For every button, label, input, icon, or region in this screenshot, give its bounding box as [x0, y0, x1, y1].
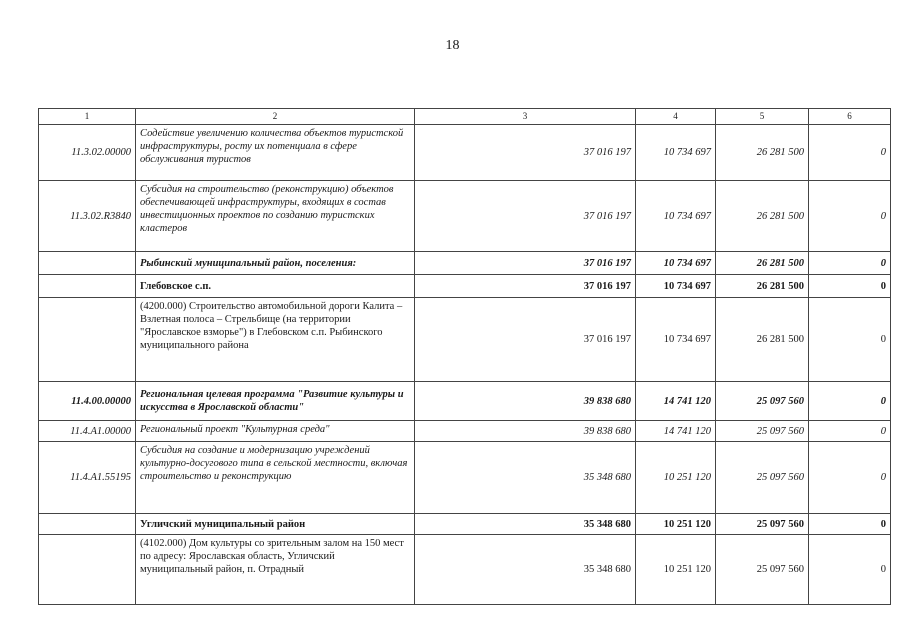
row-name: (4102.000) Дом культуры со зрительным залом на 150 мест по адресу: Ярославская область, Угличский муниципальный район, п. Отрадный [136, 535, 415, 605]
row-name: (4200.000) Строительство автомобильной дороги Калита – Взлетная полоса – Стрельбище (на территории "Ярославское взморье") в Глебовском с.п. Рыбинского муниципального района [136, 298, 415, 382]
row-value-col5: 26 281 500 [716, 181, 809, 252]
row-value-col6: 0 [809, 535, 891, 605]
row-value-col3: 37 016 197 [415, 125, 636, 181]
column-header-2: 2 [136, 109, 415, 125]
row-value-col5: 25 097 560 [716, 514, 809, 535]
row-value-col4: 10 734 697 [636, 252, 716, 275]
row-value-col5: 25 097 560 [716, 421, 809, 442]
row-value-col4: 10 734 697 [636, 298, 716, 382]
row-code: 11.3.02.00000 [39, 125, 136, 181]
column-header-1: 1 [39, 109, 136, 125]
table-row [39, 514, 891, 535]
row-code: 11.4.A1.55195 [39, 442, 136, 514]
row-value-col5: 25 097 560 [716, 442, 809, 514]
row-code [39, 514, 136, 535]
row-value-col5: 26 281 500 [716, 298, 809, 382]
budget-table [38, 108, 891, 605]
row-name: Угличский муниципальный район [136, 514, 415, 535]
row-value-col3: 37 016 197 [415, 181, 636, 252]
row-code [39, 298, 136, 382]
row-code [39, 275, 136, 298]
column-header-5: 5 [716, 109, 809, 125]
table-row [39, 382, 891, 421]
row-code [39, 535, 136, 605]
table-row [39, 125, 891, 181]
row-value-col6: 0 [809, 275, 891, 298]
row-value-col3: 39 838 680 [415, 421, 636, 442]
table-row [39, 252, 891, 275]
row-value-col6: 0 [809, 181, 891, 252]
row-value-col3: 37 016 197 [415, 275, 636, 298]
row-value-col3: 35 348 680 [415, 442, 636, 514]
header-row [39, 109, 891, 125]
table-row [39, 298, 891, 382]
row-value-col5: 26 281 500 [716, 275, 809, 298]
row-name: Рыбинский муниципальный район, поселения: [136, 252, 415, 275]
row-code [39, 252, 136, 275]
row-value-col4: 10 251 120 [636, 535, 716, 605]
row-value-col6: 0 [809, 298, 891, 382]
row-value-col4: 14 741 120 [636, 382, 716, 421]
row-name: Региональная целевая программа "Развитие культуры и искусства в Ярославской области" [136, 382, 415, 421]
row-value-col6: 0 [809, 421, 891, 442]
page-number: 18 [445, 38, 460, 53]
column-header-4: 4 [636, 109, 716, 125]
row-value-col5: 25 097 560 [716, 382, 809, 421]
row-name: Региональный проект "Культурная среда" [136, 421, 415, 442]
table-row [39, 442, 891, 514]
row-name: Глебовское с.п. [136, 275, 415, 298]
row-name: Субсидия на создание и модернизацию учреждений культурно-досугового типа в сельской местности, включая строительство и реконструкцию [136, 442, 415, 514]
row-value-col6: 0 [809, 382, 891, 421]
column-header-6: 6 [809, 109, 891, 125]
row-value-col4: 10 734 697 [636, 181, 716, 252]
row-value-col3: 35 348 680 [415, 535, 636, 605]
table-row [39, 421, 891, 442]
row-value-col3: 37 016 197 [415, 252, 636, 275]
row-value-col3: 39 838 680 [415, 382, 636, 421]
row-value-col6: 0 [809, 125, 891, 181]
row-value-col4: 10 251 120 [636, 514, 716, 535]
row-name: Содействие увеличению количества объектов туристской инфраструктуры, росту их потенциала в сфере обслуживания туристов [136, 125, 415, 181]
row-value-col4: 14 741 120 [636, 421, 716, 442]
row-value-col4: 10 734 697 [636, 275, 716, 298]
row-value-col3: 35 348 680 [415, 514, 636, 535]
row-value-col3: 37 016 197 [415, 298, 636, 382]
row-name: Субсидия на строительство (реконструкцию) объектов обеспечивающей инфраструктуры, входящих в состав инвестиционных проектов по созданию туристских кластеров [136, 181, 415, 252]
row-value-col5: 25 097 560 [716, 535, 809, 605]
column-header-3: 3 [415, 109, 636, 125]
row-value-col6: 0 [809, 252, 891, 275]
row-value-col5: 26 281 500 [716, 125, 809, 181]
row-value-col6: 0 [809, 514, 891, 535]
row-code: 11.4.A1.00000 [39, 421, 136, 442]
table-row [39, 275, 891, 298]
row-value-col4: 10 734 697 [636, 125, 716, 181]
row-code: 11.3.02.R3840 [39, 181, 136, 252]
row-value-col4: 10 251 120 [636, 442, 716, 514]
table-row [39, 535, 891, 605]
row-value-col5: 26 281 500 [716, 252, 809, 275]
table-row [39, 181, 891, 252]
row-value-col6: 0 [809, 442, 891, 514]
row-code: 11.4.00.00000 [39, 382, 136, 421]
